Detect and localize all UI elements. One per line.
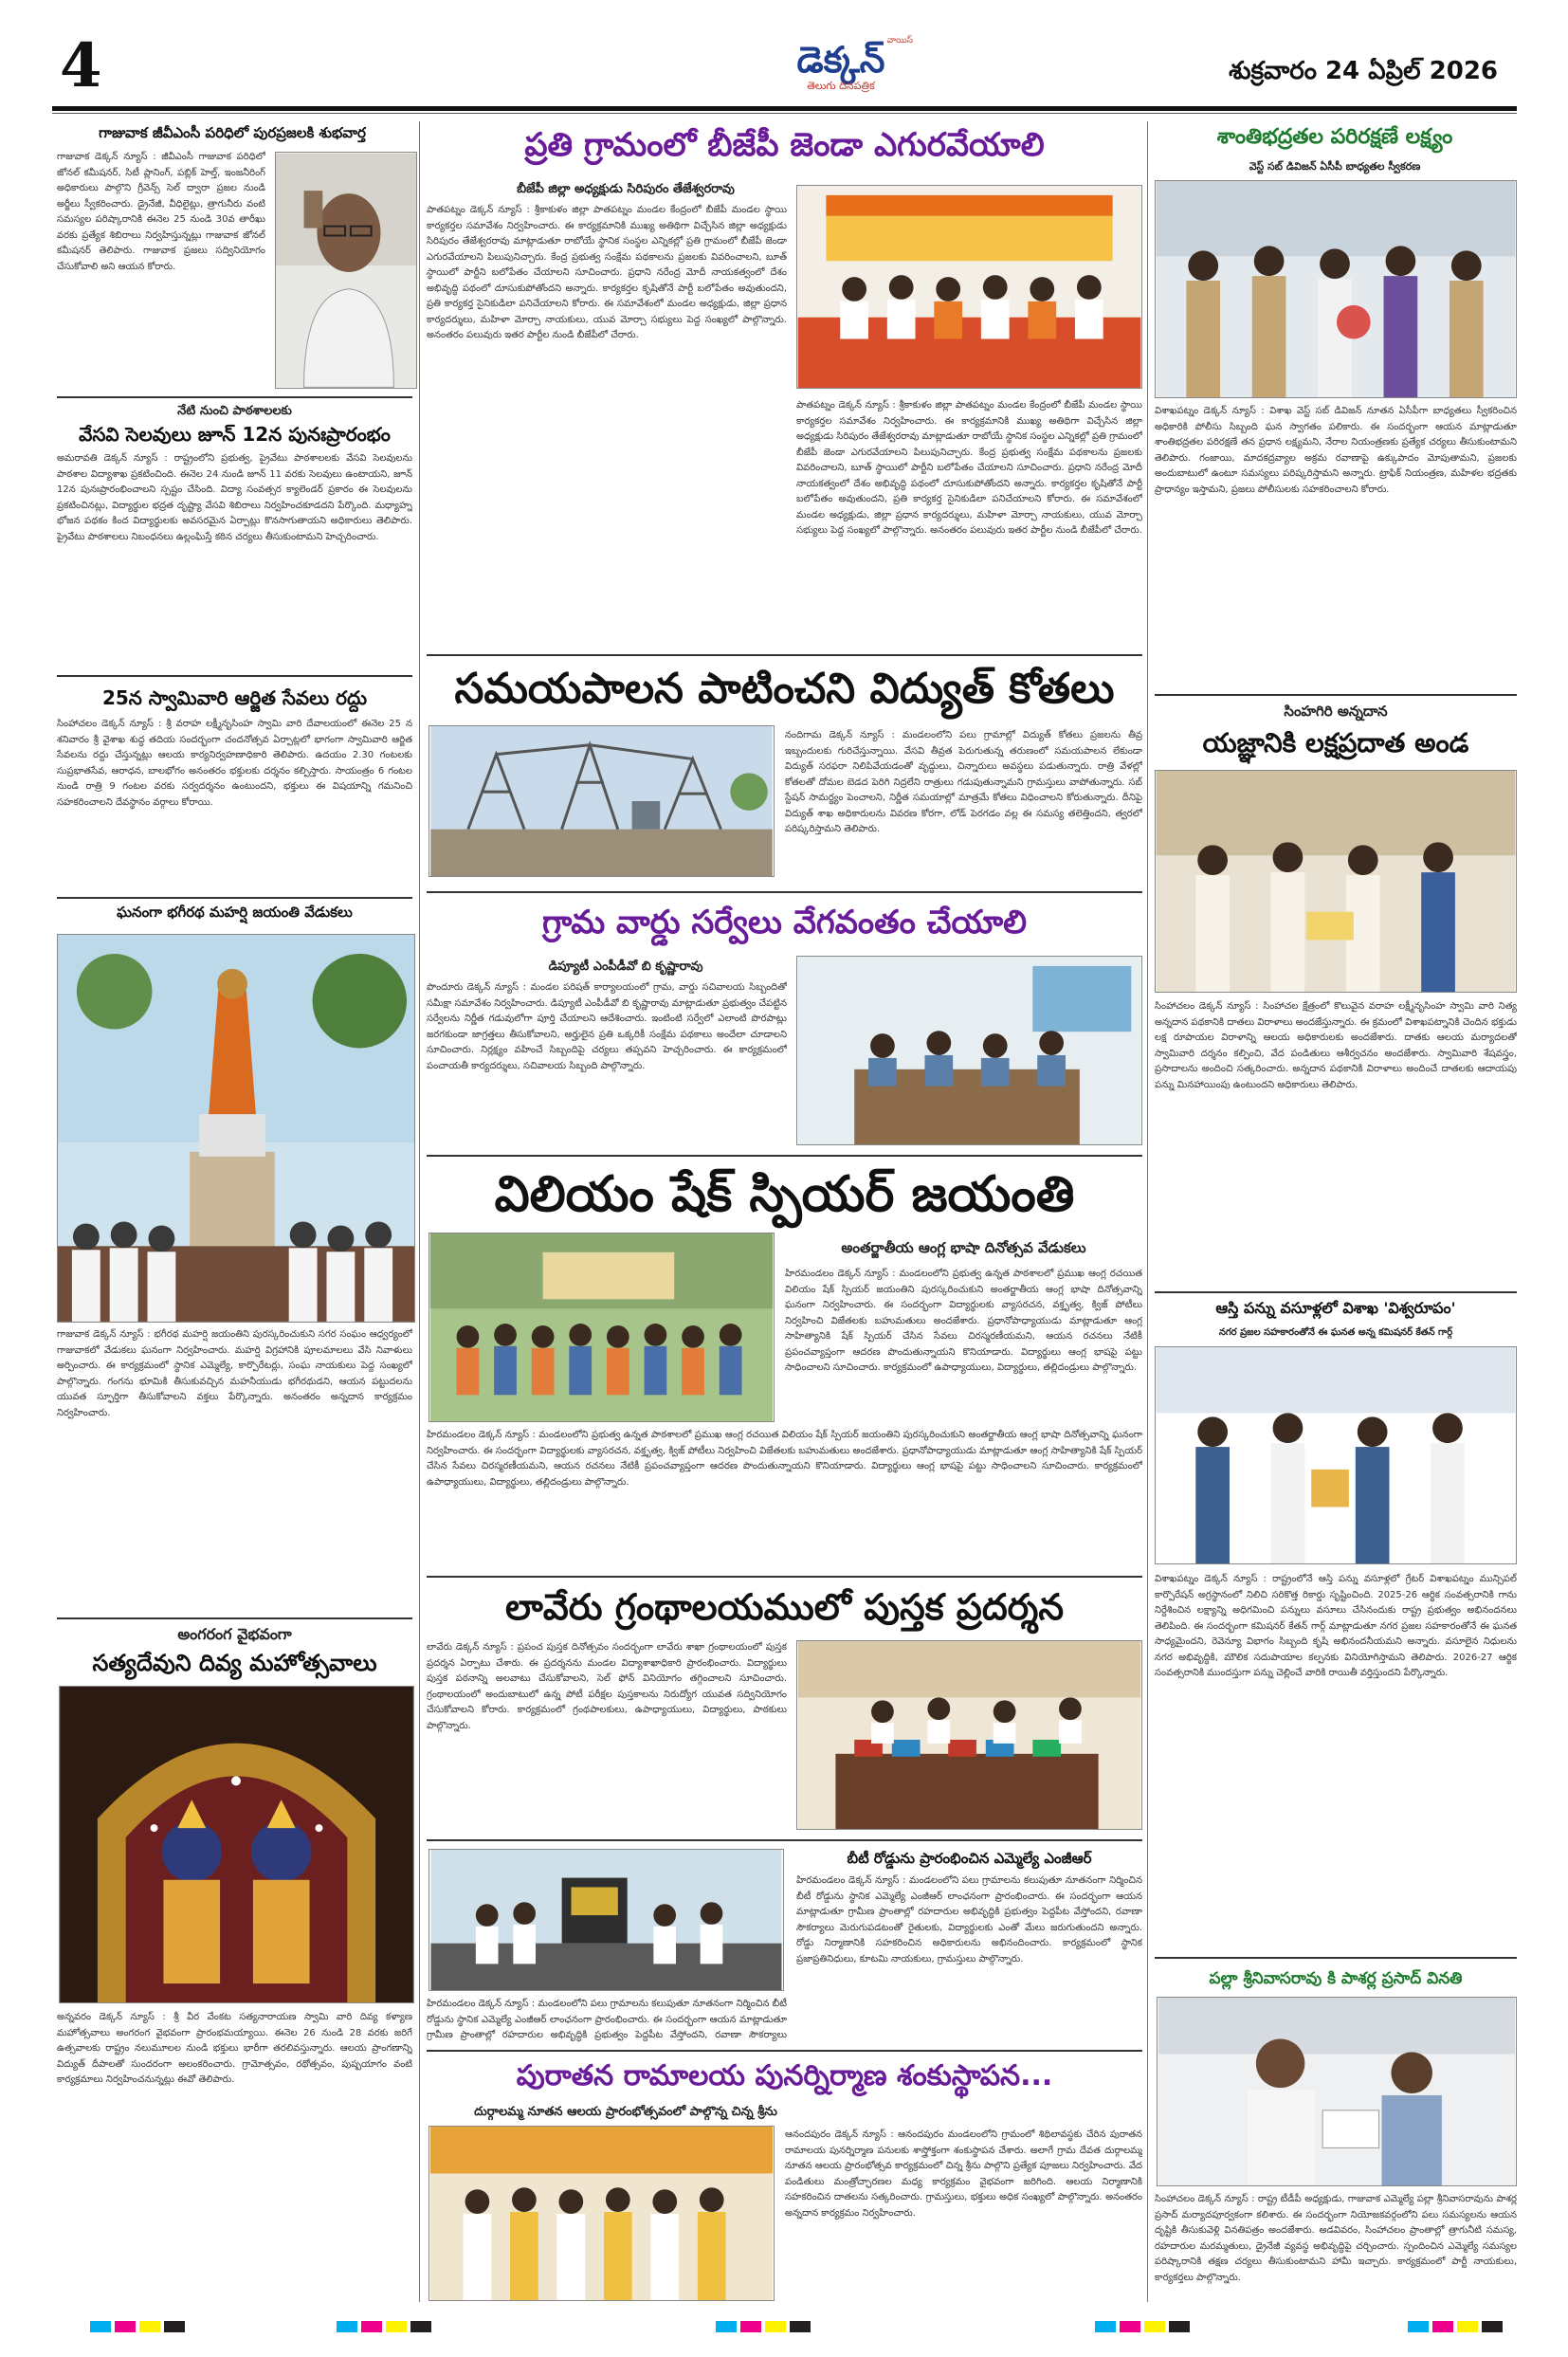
rule bbox=[427, 1576, 1142, 1578]
center-c5-headline[interactable]: లావేరు గ్రంథాలయములో పుస్తక ప్రదర్శన bbox=[504, 1586, 1065, 1628]
center-c5-body: లావేరు డెక్కన్ న్యూస్ : ప్రపంచ పుస్తక దినోత్సవం సందర్భంగా లావేరు శాఖా గ్రంథాలయంలో పుస్తక ప్రదర్శన ఏర్పాటు చేశారు. ఈ ప్రదర్శనను మండల విద్యాశాఖాధికారి ప్రారంభించారు. విద్యార్థులు పుస్తక పఠనాన్ని అలవాటు చేసుకోవాలని, సెల్ ఫోన్ వినియోగం తగ్గించాలని సూచించారు. గ్రంథాలయంలో అందుబాటులో ఉన్న పోటీ పరీక్షల పుస్తకాలను నిరుద్యోగ యువత సద్వినియోగం చేసుకోవాలని కోరారు. కార్యక్రమంలో గ్రంథపాలకులు, ఉపాధ్యాయులు, విద్యార్థులు, పాఠకులు పాల్గొన్నారు. bbox=[427, 1642, 787, 1731]
black-swatch bbox=[164, 2321, 185, 2332]
masthead-rule bbox=[52, 106, 1517, 111]
right-r2-headline[interactable]: యజ్ఞానికి లక్షప్రదాత అండ bbox=[1202, 727, 1469, 758]
left-a2-headline[interactable]: వేసవి సెలవులు జూన్ 12న పునఃప్రారంభం bbox=[79, 423, 391, 446]
school-students-icon bbox=[429, 1233, 774, 1421]
right-r4-headline[interactable]: పల్లా శ్రీనివాసరావు కి పాశర్ల ప్రసాద్ వినతి bbox=[1209, 1969, 1463, 1988]
donation-photo bbox=[1155, 770, 1517, 993]
center-c2-headline[interactable]: సమయపాలన పాటించని విద్యుత్ కోతలు bbox=[454, 665, 1115, 713]
left-a3-headline[interactable]: 25న స్వామివారి ఆర్జిత సేవలు రద్దు bbox=[101, 686, 368, 709]
left-a2-kicker: నేటి నుంచి పాఠశాలలకు bbox=[177, 404, 292, 418]
substation-photo bbox=[428, 725, 775, 877]
statue-ceremony-icon bbox=[58, 935, 414, 1322]
masthead-rule-thin bbox=[52, 113, 1517, 114]
rule bbox=[1155, 1291, 1517, 1293]
library-photo bbox=[796, 1640, 1142, 1830]
center-c6-body-2: హిరమండలం డెక్కన్ న్యూస్ : మండలంలోని పలు గ్రామాలను కలుపుతూ నూతనంగా నిర్మించిన బీటీ రోడ్డును స్థానిక ఎమ్మెల్యే ఎంజీఆర్ లాంఛనంగా ప్రారంభించారు. ఈ సందర్భంగా ఆయన మాట్లాడుతూ గ్రామీణ ప్రాంతాల్లో రహదారుల అభివృద్ధికి ప్రభుత్వం పెద్దపీట వేస్తోందని, రవాణా సౌకర్యాలు bbox=[427, 1999, 787, 2040]
left-a5-kicker: అంగరంగ వైభవంగా bbox=[177, 1625, 292, 1643]
center-c4-subhead: అంతర్జాతీయ ఆంగ్ల భాషా దినోత్సవ వేడుకలు bbox=[841, 1239, 1086, 1256]
right-r1-body: విశాఖపట్నం డెక్కన్ న్యూస్ : విశాఖ వెస్ట్ సబ్ డివిజన్ నూతన ఏసీపీగా బాధ్యతలు స్వీకరించిన అధికారికి పోలీసు సిబ్బంది ఘన స్వాగతం పలికారు. ఈ సందర్భంగా ఆయన మాట్లాడుతూ శాంతిభద్రతల పరిరక్షణే తన ప్రధాన లక్ష్యమని, నేరాల నియంత్రణకు ప్రత్యేక చర్యలు తీసుకుంటామని తెలిపారు. గంజాయి, మాదకద్రవ్యాల అక్రమ రవాణాపై ఉక్కుపాదం మోపుతామని, ప్రజలకు అందుబాటులో ఉంటూ సమస్యలు పరిష్కరిస్తామని అన్నారు. ట్రాఫిక్ నియంత్రణ, మహిళల భద్రతకు ప్రాధాన్యం ఇస్తామని, ప్రజలు పోలీసులకు సహకరించాలని కోరారు. bbox=[1155, 406, 1517, 495]
black-swatch bbox=[410, 2321, 431, 2332]
center-c4-body-2: హిరమండలం డెక్కన్ న్యూస్ : మండలంలోని ప్రభుత్వ ఉన్నత పాఠశాలలో ప్రముఖ ఆంగ్ల రచయిత విలియం షేక్ స్పియర్ జయంతిని పురస్కరించుకుని అంతర్జాతీయ ఆంగ్ల భాషా దినోత్సవాన్ని ఘనంగా నిర్వహించారు. ఈ సందర్భంగా విద్యార్థులకు వ్యాసరచన, వక్తృత్వ, క్విజ్ పోటీలు నిర్వహించి విజేతలకు బహుమతులు అందజేశారు. ప్రధానోపాధ్యాయుడు మాట్లాడుతూ ఆంగ్ల సాహిత్యానికి షేక్ స్పియర్ చేసిన సేవలు చిరస్మరణీయమని, ఆయన రచనలు నేటికీ ప్రపంచవ్యాప్తంగా ఆదరణ పొందుతున్నాయని కొనియాడారు. విద్యార్థులు ఆంగ్ల భాషపై పట్టు సాధించాలని సూచించారు. కార్యక్రమంలో ఉపాధ్యాయులు, విద్యార్థులు, తల్లిదండ్రులు పాల్గొన్నారు. bbox=[427, 1430, 1142, 1488]
center-c4-headline[interactable]: విలియం షేక్ స్పియర్ జయంతి bbox=[494, 1166, 1075, 1223]
magenta-swatch bbox=[740, 2321, 761, 2332]
political-meeting-icon bbox=[797, 186, 1141, 388]
statue-photo bbox=[57, 934, 415, 1323]
print-registration-marks bbox=[52, 2313, 1517, 2342]
center-c1-body-2: పాతపట్నం డెక్కన్ న్యూస్ : శ్రీకాకుళం జిల్లా పాతపట్నం మండల కేంద్రంలో బీజేపీ మండల స్థాయి కార్యకర్తల సమావేశం నిర్వహించారు. ఈ కార్యక్రమానికి ముఖ్య అతిథిగా విచ్చేసిన జిల్లా అధ్యక్షుడు సిరిపురం తేజేశ్వరరావు మాట్లాడుతూ రాబోయే స్థానిక సంస్థల ఎన్నికల్లో ప్రతి గ్రామంలో బీజేపీ జెండా ఎగురవేయాలని పిలుపునిచ్చారు. కేంద్ర ప్రభుత్వ సంక్షేమ పథకాలను ప్రజలకు వివరించాలని, బూత్ స్థాయిలో పార్టీని బలోపేతం చేయాలని సూచించారు. ప్రధాని నరేంద్ర మోదీ నాయకత్వంలో దేశం అభివృద్ధి పథంలో దూసుకుపోతోందని అన్నారు. కార్యకర్తల కృషితోనే పార్టీ బలోపేతం అవుతుందని, ప్రతి కార్యకర్త సైనికుడిలా పనిచేయాలని కోరారు. ఈ సమావేశంలో మండల అధ్యక్షుడు, జిల్లా ప్రధాన కార్యదర్శులు, మహిళా మోర్చా నాయకులు, యువ మోర్చా సభ్యులు పెద్ద సంఖ్యలో పాల్గొన్నారు. అనంతరం పలువురు ఇతర పార్టీల నుండి బీజేపీలో చేరారు. bbox=[796, 400, 1142, 536]
left-a1-headline[interactable]: గాజువాక జీవీఎంసీ పరిధిలో పురప్రజలకి శుభవార్త bbox=[99, 124, 366, 141]
center-c6-body-1: హిరమండలం డెక్కన్ న్యూస్ : మండలంలోని పలు గ్రామాలను కలుపుతూ నూతనంగా నిర్మించిన బీటీ రోడ్డును స్థానిక ఎమ్మెల్యే ఎంజీఆర్ లాంఛనంగా ప్రారంభించారు. ఈ సందర్భంగా ఆయన మాట్లాడుతూ గ్రామీణ ప్రాంతాల్లో రహదారుల అభివృద్ధికి ప్రభుత్వం పెద్దపీట వేస్తోందని, రవాణా సౌకర్యాలు మెరుగుపడటంతో రైతులకు, విద్యార్థులకు ఎంతో మేలు జరుగుతుందని అన్నారు. రోడ్డు నిర్మాణానికి సహకరించిన అధికారులను అభినందించారు. కార్యక్రమంలో స్థానిక ప్రజాప్రతినిధులు, కూటమి నాయకులు, గ్రామస్తులు పాల్గొన్నారు. bbox=[796, 1875, 1142, 1964]
logo-tag: వాయిస్ bbox=[886, 36, 913, 46]
award-ceremony-icon bbox=[1156, 1347, 1516, 1563]
right-r2-kicker: సింహగిరి అన్నదాన bbox=[1284, 703, 1388, 720]
cyan-swatch bbox=[90, 2321, 111, 2332]
right-r1-subhead: వెస్ట్ సబ్ డివిజన్ ఏసీపీ బాధ్యతల స్వీకరణ bbox=[1249, 160, 1421, 173]
left-a4-body: గాజువాక డెక్కన్ న్యూస్ : భగీరథ మహర్షి జయంతిని పురస్కరించుకుని సగర సంఘం ఆధ్వర్యంలో గాజువాకలో వేడుకలు ఘనంగా నిర్వహించారు. మహర్షి విగ్రహానికి పూలమాలలు వేసి నివాళులు అర్పించారు. ఈ కార్యక్రమంలో స్థానిక ఎమ్మెల్యే, కార్పొరేటర్లు, సంఘ నాయకులు పెద్ద సంఖ్యలో పాల్గొన్నారు. గంగను భూమికి తీసుకువచ్చిన మహనీయుడు భగీరథుడని, ఆయన పట్టుదలను యువత స్ఫూర్తిగా తీసుకోవాలని వక్తలు పేర్కొన్నారు. అనంతరం అన్నదాన కార్యక్రమం నిర్వహించారు. bbox=[57, 1329, 412, 1418]
temple-donation-icon bbox=[1156, 771, 1516, 992]
black-swatch bbox=[1482, 2321, 1503, 2332]
rule bbox=[427, 2050, 1142, 2052]
rule bbox=[57, 396, 412, 398]
cyan-swatch bbox=[337, 2321, 357, 2332]
cyan-swatch bbox=[716, 2321, 737, 2332]
rule bbox=[427, 1155, 1142, 1157]
rule bbox=[427, 891, 1142, 893]
cyan-swatch bbox=[1408, 2321, 1429, 2332]
right-r3-body: విశాఖపట్నం డెక్కన్ న్యూస్ : రాష్ట్రంలోనే ఆస్తి పన్ను వసూళ్లలో గ్రేటర్ విశాఖపట్నం మున్సిపల్ కార్పొరేషన్ అగ్రస్థానంలో నిలిచి సరికొత్త రికార్డు సృష్టించింది. 2025-26 ఆర్థిక సంవత్సరానికి గాను నిర్దేశించిన లక్ష్యాన్ని అధిగమించి పన్నులు వసూలు చేసినందుకు రాష్ట్ర ప్రభుత్వం అభినందనలు తెలిపింది. ఈ సందర్భంగా కమిషనర్ కేతన్ గార్గ్ మాట్లాడుతూ నగర ప్రజల సహకారంతోనే ఈ ఘనత సాధ్యమైందని, రెవెన్యూ విభాగం సిబ్బంది కృషి అభినందనీయమని అన్నారు. వసూలైన నిధులను నగర అభివృద్ధికి, మౌలిక సదుపాయాల కల్పనకు వినియోగిస్తామని తెలిపారు. 2026-27 ఆర్థిక సంవత్సరానికి ముందస్తుగా పన్ను చెల్లించే వారికి రాయితీ వర్తిస్తుందని పేర్కొన్నారు. bbox=[1155, 1574, 1517, 1678]
column-divider-left bbox=[419, 121, 420, 2302]
left-a2-body: అమరావతి డెక్కన్ న్యూస్ : రాష్ట్రంలోని ప్రభుత్వ, ప్రైవేటు పాఠశాలలకు వేసవి సెలవులను పాఠశాల విద్యాశాఖ ప్రకటించింది. ఈనెల 24 నుండి జూన్ 11 వరకు సెలవులు ఉంటాయని, జూన్ 12న పునఃప్రారంభించాలని స్పష్టం చేసింది. విద్యా సంవత్సర క్యాలెండర్ ప్రకారం ఈ సెలవులను ప్రకటించినట్లు, విద్యార్థుల భద్రత దృష్ట్యా వేసవి శిబిరాలు నిర్వహించకూడదని పేర్కొంది. మధ్యాహ్న భోజన పథకం కింద విద్యార్థులకు అవసరమైన ఏర్పాట్లు కొనసాగుతాయని అధికారులు తెలిపారు. ప్రైవేటు పాఠశాలలు నిబంధనలు ఉల్లంఘిస్తే కఠిన చర్యలు తీసుకుంటామని హెచ్చరించారు. bbox=[57, 453, 412, 542]
rule bbox=[57, 675, 412, 677]
center-c7-body: ఆనందపురం డెక్కన్ న్యూస్ : ఆనందపురం మండలంలోని గ్రామంలో శిథిలావస్థకు చేరిన పురాతన రామాలయ పునర్నిర్మాణ పనులకు శాస్త్రోక్తంగా శంకుస్థాపన చేశారు. అలాగే గ్రామ దేవత దుర్గాలమ్మ నూతన ఆలయ ప్రారంభోత్సవ కార్యక్రమంలో చిన్న శ్రీను పాల్గొని ప్రత్యేక పూజలు నిర్వహించారు. వేద పండితులు మంత్రోచ్ఛారణల మధ్య కార్యక్రమం వైభవంగా జరిగింది. ఆలయ నిర్మాణానికి సహకరించిన దాతలను సత్కరించారు. గ్రామస్తులు, భక్తులు అధిక సంఖ్యలో పాల్గొన్నారు. అనంతరం అన్నదాన కార్యక్రమం నిర్వహించారు. bbox=[785, 2129, 1142, 2219]
rule bbox=[427, 654, 1142, 656]
left-a5-body: అన్నవరం డెక్కన్ న్యూస్ : శ్రీ వీర వేంకట సత్యనారాయణ స్వామి వారి దివ్య కళ్యాణ మహోత్సవాలు అంగరంగ వైభవంగా ప్రారంభమయ్యాయి. ఈనెల 26 నుండి 28 వరకు జరిగే ఉత్సవాలకు రాష్ట్రం నలుమూలల నుండి భక్తులు భారీగా తరలివస్తున్నారు. ఆలయ ప్రాంగణాన్ని విద్యుత్ దీపాలతో సుందరంగా అలంకరించారు. గ్రామోత్సవం, రథోత్సవం, పుష్పయాగం వంటి కార్యక్రమాలు నిర్వహించనున్నట్లు ఈవో తెలిపారు. bbox=[57, 2012, 412, 2085]
center-c1-body-1: పాతపట్నం డెక్కన్ న్యూస్ : శ్రీకాకుళం జిల్లా పాతపట్నం మండల కేంద్రంలో బీజేపీ మండల స్థాయి కార్యకర్తల సమావేశం నిర్వహించారు. ఈ కార్యక్రమానికి ముఖ్య అతిథిగా విచ్చేసిన జిల్లా అధ్యక్షుడు సిరిపురం తేజేశ్వరరావు మాట్లాడుతూ రాబోయే స్థానిక సంస్థల ఎన్నికల్లో ప్రతి గ్రామంలో బీజేపీ జెండా ఎగురవేయాలని పిలుపునిచ్చారు. కేంద్ర ప్రభుత్వ సంక్షేమ పథకాలను ప్రజలకు వివరించాలని, బూత్ స్థాయిలో పార్టీని బలోపేతం చేయాలని సూచించారు. ప్రధాని నరేంద్ర మోదీ నాయకత్వంలో దేశం అభివృద్ధి పథంలో దూసుకుపోతోందని అన్నారు. కార్యకర్తల కృషితోనే పార్టీ బలోపేతం అవుతుందని, ప్రతి కార్యకర్త సైనికుడిలా పనిచేయాలని కోరారు. ఈ సమావేశంలో మండల అధ్యక్షుడు, జిల్లా ప్రధాన కార్యదర్శులు, మహిళా మోర్చా నాయకులు, యువ మోర్చా సభ్యులు పెద్ద సంఖ్యలో పాల్గొన్నారు. అనంతరం పలువురు ఇతర పార్టీల నుండి బీజేపీలో చేరారు. bbox=[427, 205, 787, 340]
portrait-photo bbox=[275, 152, 417, 389]
yellow-swatch bbox=[139, 2321, 160, 2332]
center-c7-subhead: దుర్గాలమ్మ నూతన ఆలయ ప్రారంభోత్సవంలో పాల్గొన్న చిన్న శ్రీను bbox=[474, 2105, 777, 2119]
masthead bbox=[52, 30, 1517, 104]
left-a1-body: గాజువాక డెక్కన్ న్యూస్ : జీవీఎంసీ గాజువాక పరిధిలో జోనల్ కమీషనర్, సిటీ ప్లానింగ్, పబ్లిక్ హెల్త్, ఇంజనీరింగ్ అధికారులు పాల్గొని గ్రీవెన్స్ సెల్ ద్వారా ప్రజల నుండి అర్జీలు స్వీకరించారు. డ్రైనేజీ, వీధిలైట్లు, త్రాగునీరు వంటి సమస్యల పరిష్కారానికి ఈనెల 25 నుండి 30వ తారీఖు వరకు ప్రత్యేక శిబిరాలు నిర్వహిస్తున్నట్లు గాజువాక జోనల్ కమీషనర్ తెలిపారు. గాజువాక ప్రజలు సద్వినియోగం చేసుకోవాలి అని ఆయన కోరారు. bbox=[57, 152, 265, 272]
yellow-swatch bbox=[1144, 2321, 1165, 2332]
center-c4-body-1: హిరమండలం డెక్కన్ న్యూస్ : మండలంలోని ప్రభుత్వ ఉన్నత పాఠశాలలో ప్రముఖ ఆంగ్ల రచయిత విలియం షేక్ స్పియర్ జయంతిని పురస్కరించుకుని అంతర్జాతీయ ఆంగ్ల భాషా దినోత్సవాన్ని ఘనంగా నిర్వహించారు. ఈ సందర్భంగా విద్యార్థులకు వ్యాసరచన, వక్తృత్వ, క్విజ్ పోటీలు నిర్వహించి విజేతలకు బహుమతులు అందజేశారు. ప్రధానోపాధ్యాయుడు మాట్లాడుతూ ఆంగ్ల సాహిత్యానికి షేక్ స్పియర్ చేసిన సేవలు చిరస్మరణీయమని, ఆయన రచనలు నేటికీ ప్రపంచవ్యాప్తంగా ఆదరణ పొందుతున్నాయని కొనియాడారు. విద్యార్థులు ఆంగ్ల భాషపై పట్టు సాధించాలని సూచించారు. కార్యక్రమంలో ఉపాధ్యాయులు, విద్యార్థులు, తల్లిదండ్రులు పాల్గొన్నారు. bbox=[785, 1269, 1142, 1373]
power-substation-icon bbox=[429, 726, 774, 876]
award-photo bbox=[1155, 1346, 1517, 1564]
foundation-ceremony-icon bbox=[429, 2127, 774, 2300]
office-meeting-icon bbox=[797, 957, 1141, 1144]
right-r3-headline[interactable]: ఆస్తి పన్ను వసూళ్లలో విశాఖ 'విశ్వరూపం' bbox=[1215, 1299, 1456, 1317]
logo-subtitle: తెలుగు దినపత్రిక bbox=[807, 80, 875, 92]
book-exhibition-icon bbox=[797, 1641, 1141, 1829]
center-c3-headline[interactable]: గ్రామ వార్డు సర్వేలు వేగవంతం చేయాలి bbox=[541, 904, 1028, 941]
left-a5-headline[interactable]: సత్యదేవుని దివ్య మహోత్సవాలు bbox=[92, 1650, 377, 1676]
rule bbox=[57, 1617, 412, 1619]
police-officers-photo bbox=[1155, 180, 1517, 398]
road-inauguration-icon bbox=[429, 1850, 783, 1990]
left-a3-body: సింహాచలం డెక్కన్ న్యూస్ : శ్రీ వరాహ లక్ష్మీనృసింహ స్వామి వారి దేవాలయంలో ఈనెల 25 న శనివారం శ్రీ వైశాఖ శుద్ధ తదియ సందర్భంగా చందనోత్సవ ఏర్పాట్లలో భాగంగా స్వామివారి ఆర్జిత సేవలను రద్దు చేస్తున్నట్లు ఆలయ కార్యనిర్వహణాధికారి తెలిపారు. ఉదయం 2.30 గంటలకు సుప్రభాతసేవ, ఆరాధన, బాలభోగం అనంతరం భక్తులకు దర్శనం కల్పిస్తారు. సాయంత్రం 6 గంటల నుండి రాత్రి 9 గంటల వరకు సర్వదర్శనం ఉంటుందని, భక్తులు ఈ విషయాన్ని గమనించి సహకరించాలని దేవస్థానం వర్గాలు కోరాయి. bbox=[57, 719, 412, 808]
black-swatch bbox=[790, 2321, 811, 2332]
temple-foundation-photo bbox=[428, 2126, 775, 2301]
right-r4-body: సింహాచలం డెక్కన్ న్యూస్ : రాష్ట్ర టీడీపీ అధ్యక్షుడు, గాజువాక ఎమ్మెల్యే పల్లా శ్రీనివాసరావును పాశర్ల ప్రసాద్ మర్యాదపూర్వకంగా కలిశారు. ఈ సందర్భంగా నియోజకవర్గంలోని పలు సమస్యలను ఆయన దృష్టికి తీసుకువెళ్లి వినతిపత్రం అందజేశారు. అడవివరం, సింహాచలం ప్రాంతాల్లో త్రాగునీటి సమస్య, రహదారుల మరమ్మతులు, డ్రైనేజీ వ్యవస్థ అభివృద్ధిపై చర్చించారు. స్పందించిన ఎమ్మెల్యే సమస్యల పరిష్కారానికి తక్షణ చర్యలు తీసుకుంటామని హామీ ఇచ్చారు. కార్యక్రమంలో పార్టీ నాయకులు, కార్యకర్తలు పాల్గొన్నారు. bbox=[1155, 2194, 1517, 2283]
magenta-swatch bbox=[1432, 2321, 1453, 2332]
office-meeting-photo bbox=[796, 956, 1142, 1145]
center-c1-headline[interactable]: ప్రతి గ్రామంలో బీజేపీ జెండా ఎగురవేయాలి bbox=[524, 126, 1045, 164]
center-c6-headline[interactable]: బీటీ రోడ్డును ప్రారంభించిన ఎమ్మెల్యే ఎంజీఆర్ bbox=[847, 1850, 1092, 1867]
students-photo bbox=[428, 1233, 775, 1422]
magenta-swatch bbox=[1120, 2321, 1140, 2332]
column-divider-right bbox=[1147, 121, 1148, 2302]
center-c2-body: నందిగామ డెక్కన్ న్యూస్ : మండలంలోని పలు గ్రామాల్లో విద్యుత్ కోతలు ప్రజలను తీవ్ర ఇబ్బందులకు గురిచేస్తున్నాయి. వేసవి తీవ్రత పెరుగుతున్న తరుణంలో సమయపాలన లేకుండా విద్యుత్ సరఫరా నిలిపివేయడంతో వృద్ధులు, చిన్నారులు అవస్థలు పడుతున్నారు. రాత్రి వేళల్లో కోతలతో దోమల బెడద పెరిగి నిద్రలేని రాత్రులు గడుపుతున్నామని గ్రామస్తులు వాపోతున్నారు. సబ్ స్టేషన్ సామర్థ్యం పెంచాలని, నిర్ణీత సమయాల్లో మాత్రమే కోతలు విధించాలని కోరుతున్నారు. దీనిపై విద్యుత్ శాఖ అధికారులను వివరణ కోరగా, లోడ్ పెరగడం వల్ల ఈ సమస్య తలెత్తిందని, త్వరలో పరిష్కరిస్తామని తెలిపారు. bbox=[785, 730, 1142, 834]
center-c3-subhead: డిప్యూటీ ఎంపీడీవో బి కృష్ణారావు bbox=[548, 959, 703, 974]
logo-text: డెక్కన్ bbox=[796, 39, 885, 81]
meeting-photo bbox=[796, 185, 1142, 389]
police-officers-icon bbox=[1156, 181, 1516, 397]
rule bbox=[57, 897, 412, 899]
right-r3-subhead: నగర ప్రజల సహకారంతోనే ఈ ఘనత అన్న కమిషనర్ కేతన్ గార్గ్ bbox=[1218, 1327, 1453, 1338]
temple-deity-icon bbox=[60, 1687, 413, 2002]
portrait-man-icon bbox=[276, 153, 416, 388]
black-swatch bbox=[1169, 2321, 1190, 2332]
yellow-swatch bbox=[765, 2321, 786, 2332]
magenta-swatch bbox=[115, 2321, 136, 2332]
rule bbox=[1155, 694, 1517, 696]
right-r2-body: సింహాచలం డెక్కన్ న్యూస్ : సింహాచల క్షేత్రంలో కొలువైన వరాహ లక్ష్మీనృసింహ స్వామి వారి నిత్య అన్నదాన పథకానికి దాతలు విరాళాలు అందజేస్తున్నారు. ఈ క్రమంలో విశాఖపట్నానికి చెందిన భక్తుడు లక్ష రూపాయల విరాళాన్ని ఆలయ అధికారులకు అందజేశారు. దాతకు ఆలయ మర్యాదలతో స్వామివారి దర్శనం కల్పించి, వేద పండితులు ఆశీర్వచనం అందజేశారు. స్వామివారి శేషవస్త్రం, ప్రసాదాలను అందించి సత్కరించారు. అన్నదాన పథకానికి విరాళాలు అందించే దాతలకు ఆదాయపు పన్ను మినహాయింపు ఉంటుందని అధికారులు తెలిపారు. bbox=[1155, 1001, 1517, 1090]
page-number: 4 bbox=[60, 30, 102, 101]
rule bbox=[1155, 1957, 1517, 1959]
right-r1-headline[interactable]: శాంతిభద్రతల పరిరక్షణే లక్ష్యం bbox=[1216, 125, 1453, 149]
dateline: శుక్రవారం 24 ఏప్రిల్ 2026 bbox=[1229, 57, 1498, 85]
center-c3-body: పొందూరు డెక్కన్ న్యూస్ : మండల పరిషత్ కార్యాలయంలో గ్రామ, వార్డు సచివాలయ సిబ్బందితో సమీక్షా సమావేశం నిర్వహించారు. డిప్యూటీ ఎంపీడీవో బి కృష్ణారావు మాట్లాడుతూ ప్రభుత్వం చేపట్టిన సర్వేలను నిర్ణీత గడువులోగా పూర్తి చేయాలని ఆదేశించారు. ఇంటింటి సర్వేలో ఎలాంటి పొరపాట్లు జరగకుండా జాగ్రత్తలు తీసుకోవాలని, అర్హులైన ప్రతి ఒక్కరికీ సంక్షేమ పథకాలు అందేలా చూడాలని సూచించారు. నిర్లక్ష్యం వహించే సిబ్బందిపై చర్యలు తప్పవని హెచ్చరించారు. ఈ కార్యక్రమంలో పంచాయతీ కార్యదర్శులు, సచివాలయ సిబ్బంది పాల్గొన్నారు. bbox=[427, 982, 787, 1071]
center-c7-headline[interactable]: పురాతన రామాలయ పునర్నిర్మాణ శంకుస్థాపన... bbox=[516, 2059, 1053, 2092]
road-inauguration-photo bbox=[428, 1849, 784, 1991]
left-a4-headline[interactable]: ఘనంగా భగీరథ మహర్షి జయంతి వేడుకలు bbox=[117, 904, 353, 921]
center-c1-subhead: బీజేపీ జిల్లా అధ్యక్షుడు సిరిపురం తేజేశ్వరరావు bbox=[517, 182, 735, 196]
petition-photo bbox=[1157, 1997, 1517, 2186]
rule bbox=[427, 1839, 1142, 1841]
cyan-swatch bbox=[1095, 2321, 1116, 2332]
petition-handover-icon bbox=[1158, 1998, 1516, 2185]
magenta-swatch bbox=[361, 2321, 382, 2332]
yellow-swatch bbox=[1457, 2321, 1478, 2332]
deity-photo bbox=[59, 1686, 414, 2003]
yellow-swatch bbox=[386, 2321, 407, 2332]
newspaper-logo[interactable] bbox=[775, 36, 913, 99]
